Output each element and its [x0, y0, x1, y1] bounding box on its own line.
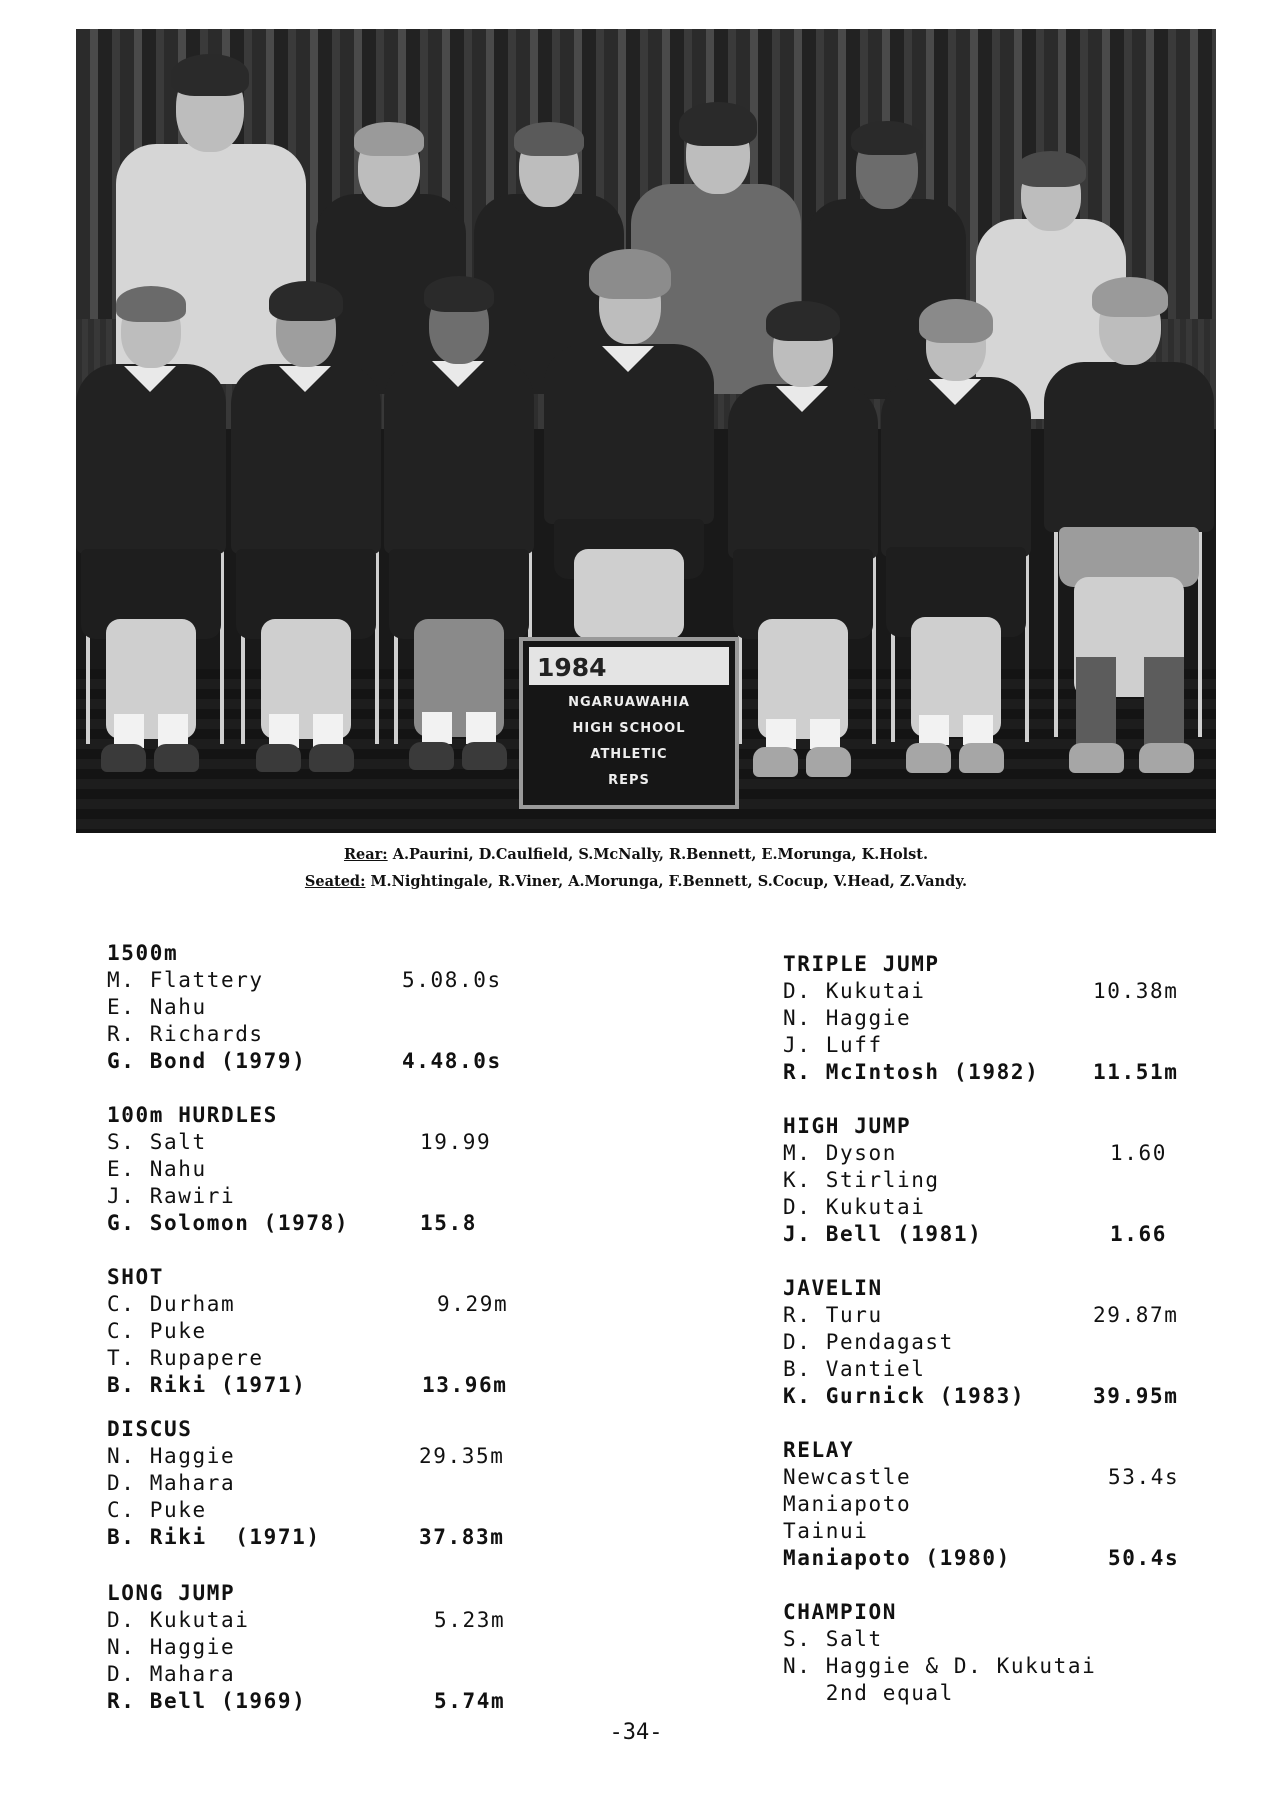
result-row — [783, 1329, 1223, 1356]
caption-seated-label: Seated: — [304, 873, 366, 890]
caption-rear-label: Rear: — [343, 846, 388, 863]
athlete-name: D. Kukutai — [107, 1608, 250, 1632]
record-row — [783, 1545, 1223, 1572]
seated-person-7 — [1044, 267, 1214, 799]
record-row — [107, 1048, 547, 1075]
event-title: CHAMPION — [783, 1600, 897, 1624]
result-row — [107, 967, 547, 994]
team-name: Tainui — [783, 1519, 869, 1543]
result-row — [783, 1140, 1223, 1167]
record-holder: B. Riki (1971) — [107, 1373, 307, 1397]
seated-person-1 — [76, 274, 226, 794]
record-holder: B. Riki (1971) — [107, 1525, 321, 1549]
record-row — [107, 1524, 547, 1551]
result-value: 29.35m — [419, 1444, 505, 1468]
result-row — [783, 1005, 1223, 1032]
result-row — [107, 1497, 547, 1524]
record-value: 5.74m — [434, 1689, 506, 1713]
result-value: 53.4s — [1108, 1465, 1180, 1489]
result-row — [783, 1653, 1223, 1680]
event-title: JAVELIN — [783, 1276, 883, 1300]
record-holder: K. Gurnick (1983) — [783, 1384, 1026, 1408]
caption-rear — [0, 846, 1272, 863]
athlete-name: D. Mahara — [107, 1662, 236, 1686]
record-holder: R. Bell (1969) — [107, 1689, 307, 1713]
result-row — [107, 994, 547, 1021]
result-row — [783, 1491, 1223, 1518]
result-value: 9.29m — [437, 1292, 509, 1316]
team-name: Maniapoto — [783, 1492, 912, 1516]
record-holder: J. Bell (1981) — [783, 1222, 983, 1246]
record-value: 50.4s — [1108, 1546, 1180, 1570]
athlete-name: T. Rupapere — [107, 1346, 264, 1370]
event-champion — [783, 1599, 1223, 1707]
seated-person-2 — [231, 269, 381, 794]
result-row — [107, 1345, 547, 1372]
result-row — [107, 1183, 547, 1210]
result-row — [783, 1194, 1223, 1221]
result-row — [107, 1156, 547, 1183]
page-number: -34- — [609, 1720, 663, 1745]
athlete-name: D. Kukutai — [783, 979, 926, 1003]
seated-person-3 — [384, 264, 534, 794]
athlete-name: E. Nahu — [107, 1157, 207, 1181]
result-value: 10.38m — [1093, 979, 1179, 1003]
event-title: HIGH JUMP — [783, 1114, 912, 1138]
result-row — [107, 1291, 547, 1318]
event-shot — [107, 1264, 547, 1399]
result-row — [783, 1626, 1223, 1653]
result-value: 5.23m — [434, 1608, 506, 1632]
record-holder: G. Bond (1979) — [107, 1049, 307, 1073]
result-row — [107, 1318, 547, 1345]
event-title: RELAY — [783, 1438, 855, 1462]
record-holder: R. McIntosh (1982) — [783, 1060, 1040, 1084]
team-photograph — [76, 29, 1216, 833]
seated-person-6 — [881, 297, 1031, 799]
athlete-name: J. Luff — [783, 1033, 883, 1057]
result-row — [783, 1167, 1223, 1194]
athlete-name: D. Pendagast — [783, 1330, 954, 1354]
event-100m-hurdles — [107, 1102, 547, 1237]
athlete-name: C. Durham — [107, 1292, 236, 1316]
athlete-name: J. Rawiri — [107, 1184, 236, 1208]
athlete-name: D. Kukutai — [783, 1195, 926, 1219]
athlete-name: D. Mahara — [107, 1471, 236, 1495]
board-year-strip — [529, 647, 729, 685]
athlete-name: C. Puke — [107, 1319, 207, 1343]
result-row — [783, 1356, 1223, 1383]
event-title: LONG JUMP — [107, 1581, 236, 1605]
seated-person-4 — [544, 229, 714, 669]
result-value: 29.87m — [1093, 1303, 1179, 1327]
event-title: SHOT — [107, 1265, 164, 1289]
result-row — [107, 1470, 547, 1497]
result-row — [783, 1680, 1223, 1707]
seated-person-5 — [728, 299, 878, 799]
board-line-2: HIGH SCHOOL — [572, 721, 686, 736]
event-high-jump — [783, 1113, 1223, 1248]
athlete-name: S. Salt — [783, 1627, 883, 1651]
result-row — [107, 1634, 547, 1661]
athlete-name: B. Vantiel — [783, 1357, 926, 1381]
record-value: 13.96m — [422, 1373, 508, 1397]
athlete-name: N. Haggie & D. Kukutai — [783, 1654, 1097, 1678]
result-row — [783, 1518, 1223, 1545]
record-row — [783, 1059, 1223, 1086]
athlete-name: S. Salt — [107, 1130, 207, 1154]
athlete-name: M. Dyson — [783, 1141, 897, 1165]
result-row — [783, 978, 1223, 1005]
result-row — [107, 1661, 547, 1688]
result-row — [107, 1129, 547, 1156]
event-title: TRIPLE JUMP — [783, 952, 940, 976]
result-row — [783, 1032, 1223, 1059]
athlete-name: R. Turu — [783, 1303, 883, 1327]
event-relay — [783, 1437, 1223, 1572]
athlete-name: E. Nahu — [107, 995, 207, 1019]
event-javelin — [783, 1275, 1223, 1410]
caption-rear-names: A.Paurini, D.Caulfield, S.McNally, R.Bennett, E.Morunga, K.Holst. — [392, 846, 929, 863]
record-row — [783, 1221, 1223, 1248]
record-value: 15.8 — [420, 1211, 477, 1235]
athlete-name: R. Richards — [107, 1022, 264, 1046]
athlete-name: M. Flattery — [107, 968, 264, 992]
record-holder: Maniapoto (1980) — [783, 1546, 1011, 1570]
athlete-name: N. Haggie — [783, 1006, 912, 1030]
result-value: 1.60 — [1110, 1141, 1167, 1165]
caption-seated-names: M.Nightingale, R.Viner, A.Morunga, F.Bennett, S.Cocup, V.Head, Z.Vandy. — [370, 873, 968, 890]
event-long-jump — [107, 1580, 547, 1715]
result-row — [783, 1464, 1223, 1491]
result-value: 19.99 — [420, 1130, 492, 1154]
board-line-3: ATHLETIC — [590, 747, 668, 762]
record-holder: G. Solomon (1978) — [107, 1211, 350, 1235]
event-title: 1500m — [107, 941, 179, 965]
record-row — [107, 1372, 547, 1399]
record-value: 37.83m — [419, 1525, 505, 1549]
record-row — [107, 1688, 547, 1715]
result-row — [107, 1021, 547, 1048]
record-row — [107, 1210, 547, 1237]
record-value: 1.66 — [1110, 1222, 1167, 1246]
board-line-1: NGARUAWAHIA — [568, 695, 690, 710]
record-value: 39.95m — [1093, 1384, 1179, 1408]
athlete-name: C. Puke — [107, 1498, 207, 1522]
caption-seated — [0, 873, 1272, 890]
board-line-4: REPS — [608, 773, 650, 788]
event-title: 100m HURDLES — [107, 1103, 278, 1127]
result-row — [107, 1607, 547, 1634]
event-1500m — [107, 940, 547, 1075]
board-year: 1984 — [537, 653, 607, 682]
sign-board — [519, 637, 739, 809]
athlete-name: N. Haggie — [107, 1635, 236, 1659]
record-value: 11.51m — [1093, 1060, 1179, 1084]
result-row — [107, 1443, 547, 1470]
event-discus — [107, 1416, 547, 1551]
event-title: DISCUS — [107, 1417, 193, 1441]
record-value: 4.48.0s — [402, 1049, 502, 1073]
athlete-note: 2nd equal — [783, 1681, 954, 1705]
result-row — [783, 1302, 1223, 1329]
team-name: Newcastle — [783, 1465, 912, 1489]
record-row — [783, 1383, 1223, 1410]
athlete-name: N. Haggie — [107, 1444, 236, 1468]
event-triple-jump — [783, 951, 1223, 1086]
result-value: 5.08.0s — [402, 968, 502, 992]
athlete-name: K. Stirling — [783, 1168, 940, 1192]
